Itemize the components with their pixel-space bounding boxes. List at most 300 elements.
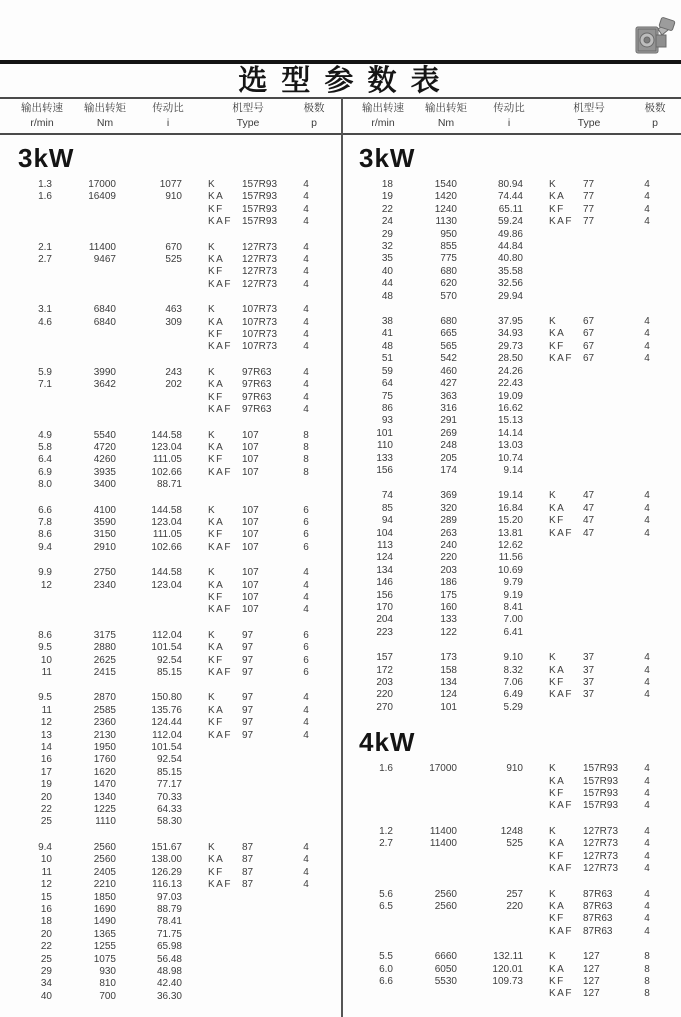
- cell-poles: [288, 816, 324, 828]
- cell-spacer: [182, 742, 208, 754]
- cell-poles: [629, 403, 665, 415]
- cell-poles: [629, 627, 665, 639]
- cell-spacer: [182, 754, 208, 766]
- cell-poles: 4: [303, 379, 309, 391]
- cell-ratio: [116, 592, 182, 604]
- cell-poles: 4: [303, 879, 309, 891]
- cell-output-speed: 17: [40, 766, 52, 778]
- type-prefix: KAF: [208, 404, 232, 416]
- type-model: 107: [242, 429, 259, 441]
- cell-output-speed: 6.5: [379, 900, 393, 912]
- cell-ratio: 29.94: [497, 290, 523, 302]
- cell-ratio: [457, 926, 523, 938]
- cell-output-speed: 104: [376, 527, 393, 539]
- cell-poles: 4: [644, 689, 650, 701]
- cell-output-speed: 6.6: [379, 975, 393, 987]
- page-title: 选 型 参 数 表: [238, 65, 443, 97]
- cell-type: [208, 254, 288, 266]
- table-row: [0, 879, 340, 891]
- cell-ratio: 16.62: [497, 402, 523, 414]
- cell-output-torque: [393, 988, 457, 1000]
- table-row: [341, 216, 681, 228]
- table-row: [0, 367, 340, 379]
- cell-spacer: [523, 614, 549, 626]
- table-row: [341, 665, 681, 677]
- type-prefix: KF: [549, 975, 565, 987]
- type-model: 87: [242, 854, 254, 866]
- type-prefix: KF: [549, 677, 565, 689]
- cell-output-torque: 680: [440, 265, 457, 277]
- cell-poles: 4: [303, 191, 309, 203]
- cell-output-speed: 1.3: [38, 179, 52, 190]
- table-row: [341, 863, 681, 875]
- cell-output-speed: 270: [376, 701, 393, 713]
- cell-type: [208, 242, 288, 254]
- type-prefix: K: [208, 841, 217, 853]
- type-prefix: KA: [549, 328, 566, 340]
- type-prefix: KAF: [208, 278, 232, 290]
- cell-output-torque: 1420: [434, 191, 457, 203]
- type-model: 97: [242, 729, 254, 741]
- cell-output-speed: [8, 392, 52, 404]
- cell-output-speed: 9.4: [38, 841, 52, 853]
- cell-type: [208, 754, 288, 766]
- table-row: [0, 505, 340, 517]
- cell-output-speed: 19: [381, 191, 393, 203]
- cell-poles: 6: [303, 516, 309, 528]
- cell-ratio: 34.93: [497, 328, 523, 340]
- table-header-left: [0, 101, 340, 131]
- cell-output-torque: 11400: [88, 241, 116, 253]
- cell-spacer: [182, 505, 208, 517]
- cell-output-torque: 5530: [434, 975, 457, 987]
- cell-ratio: [116, 404, 182, 416]
- data-block: [341, 179, 681, 303]
- cell-spacer: [182, 966, 208, 978]
- cell-type: [208, 929, 288, 941]
- cell-ratio: 10.69: [497, 564, 523, 576]
- cell-spacer: [182, 254, 208, 266]
- cell-output-speed: 18: [381, 179, 393, 190]
- cell-spacer: [523, 763, 549, 775]
- type-model: 107: [242, 466, 259, 478]
- cell-output-torque: 1110: [95, 816, 116, 828]
- type-model: 87: [242, 866, 254, 878]
- cell-output-speed: 9.9: [38, 567, 52, 579]
- data-block: [341, 763, 681, 813]
- type-prefix: KAF: [208, 216, 232, 228]
- cell-poles: [629, 253, 665, 265]
- cell-ratio: 44.84: [497, 241, 523, 253]
- cell-poles: 4: [644, 502, 650, 514]
- table-row: [341, 253, 681, 265]
- cell-ratio: 7.06: [503, 677, 523, 689]
- cell-type: [208, 742, 288, 754]
- column-header: [8, 101, 76, 131]
- cell-output-torque: [52, 341, 116, 353]
- cell-spacer: [182, 978, 208, 990]
- cell-ratio: 10.74: [497, 452, 523, 464]
- cell-output-speed: 9.4: [38, 541, 52, 553]
- cell-ratio: 97.03: [156, 891, 182, 903]
- cell-spacer: [182, 592, 208, 604]
- cell-spacer: [182, 191, 208, 203]
- cell-output-speed: 18: [40, 916, 52, 928]
- cell-output-speed: 2.7: [38, 254, 52, 266]
- column-header-cn: 机型号: [232, 102, 264, 114]
- type-prefix: KA: [549, 502, 566, 514]
- type-prefix: KAF: [208, 667, 232, 678]
- cell-output-speed: [8, 341, 52, 353]
- cell-type: [208, 392, 288, 404]
- cell-output-speed: 4.9: [38, 429, 52, 441]
- cell-output-torque: 289: [440, 515, 457, 527]
- column-header-cn: 输出转矩: [84, 102, 126, 114]
- cell-spacer: [523, 677, 549, 689]
- cell-output-speed: 86: [381, 402, 393, 414]
- cell-type: [208, 904, 288, 916]
- type-prefix: K: [549, 316, 558, 328]
- cell-spacer: [182, 804, 208, 816]
- cell-poles: 4: [303, 329, 309, 341]
- cell-spacer: [523, 776, 549, 788]
- type-model: 67: [583, 316, 595, 328]
- cell-spacer: [182, 517, 208, 529]
- cell-ratio: 463: [165, 304, 182, 316]
- cell-output-torque: 1950: [93, 742, 116, 754]
- table-row: [0, 717, 340, 729]
- data-block: [0, 630, 340, 680]
- table-row: [341, 266, 681, 278]
- cell-ratio: [116, 604, 182, 616]
- table-row: [0, 754, 340, 766]
- type-model: 87R63: [583, 900, 613, 912]
- type-model: 107: [242, 504, 259, 516]
- table-row: [341, 826, 681, 838]
- cell-spacer: [182, 954, 208, 966]
- cell-poles: 6: [303, 629, 309, 641]
- table-row: [341, 689, 681, 701]
- cell-spacer: [182, 816, 208, 828]
- table-row: [0, 392, 340, 404]
- cell-output-speed: 133: [376, 452, 393, 464]
- cell-type: [208, 879, 288, 891]
- cell-poles: [288, 479, 324, 491]
- cell-type: [549, 490, 629, 502]
- cell-output-torque: 930: [99, 965, 116, 977]
- cell-output-torque: 205: [440, 452, 457, 464]
- cell-spacer: [523, 913, 549, 925]
- cell-poles: 4: [644, 850, 650, 862]
- cell-output-torque: [52, 279, 116, 291]
- table-row: [341, 800, 681, 812]
- cell-type: [549, 391, 629, 403]
- cell-output-torque: 133: [440, 614, 457, 626]
- cell-spacer: [523, 926, 549, 938]
- type-model: 97R63: [242, 404, 272, 416]
- cell-type: [549, 652, 629, 664]
- table-row: [0, 692, 340, 704]
- cell-type: [208, 792, 288, 804]
- cell-output-torque: 248: [440, 440, 457, 452]
- cell-output-torque: 220: [440, 552, 457, 564]
- type-prefix: K: [549, 652, 558, 664]
- type-model: 127R73: [242, 254, 278, 266]
- cell-ratio: [116, 341, 182, 353]
- cell-spacer: [523, 341, 549, 353]
- table-row: [0, 642, 340, 654]
- cell-type: [208, 779, 288, 791]
- cell-ratio: 42.40: [156, 978, 182, 990]
- column-header: [202, 101, 294, 131]
- cell-ratio: 123.04: [151, 441, 182, 453]
- cell-poles: [288, 792, 324, 804]
- cell-poles: 4: [644, 515, 650, 527]
- cell-poles: [288, 978, 324, 990]
- type-prefix: KA: [208, 316, 225, 328]
- cell-output-torque: 950: [440, 228, 457, 240]
- cell-ratio: 78.41: [156, 916, 182, 928]
- cell-ratio: 257: [506, 888, 523, 900]
- type-model: 157R93: [242, 179, 278, 190]
- cell-ratio: 124.44: [151, 717, 182, 729]
- cell-type: [549, 440, 629, 452]
- cell-poles: 6: [303, 504, 309, 516]
- power-heading: 4kW: [359, 727, 416, 758]
- cell-type: [208, 655, 288, 667]
- table-row: [341, 391, 681, 403]
- cell-ratio: 74.44: [497, 191, 523, 203]
- cell-poles: 8: [644, 951, 650, 963]
- column-header-cn: 极数: [644, 102, 666, 114]
- type-prefix: KAF: [208, 879, 232, 891]
- type-model: 157R93: [242, 216, 278, 228]
- cell-output-torque: 1340: [93, 791, 116, 803]
- type-model: 97: [242, 629, 254, 641]
- cell-ratio: 65.98: [156, 941, 182, 953]
- cell-spacer: [523, 229, 549, 241]
- cell-output-torque: 124: [440, 689, 457, 701]
- cell-spacer: [523, 515, 549, 527]
- cell-output-speed: 2.7: [379, 838, 393, 850]
- cell-ratio: 9.79: [503, 577, 523, 589]
- cell-output-torque: 427: [440, 378, 457, 390]
- type-model: 77: [583, 179, 595, 190]
- cell-output-speed: 22: [381, 203, 393, 215]
- type-prefix: KA: [208, 441, 225, 453]
- cell-ratio: 1248: [500, 825, 523, 837]
- cell-ratio: 112.04: [152, 729, 182, 741]
- cell-output-speed: 85: [381, 502, 393, 514]
- type-model: 127: [583, 988, 600, 1000]
- cell-output-speed: 25: [40, 953, 52, 965]
- type-prefix: K: [208, 504, 217, 516]
- cell-output-torque: 680: [440, 316, 457, 328]
- data-block: [341, 316, 681, 477]
- cell-type: [549, 515, 629, 527]
- type-model: 47: [583, 490, 595, 502]
- cell-ratio: 910: [165, 191, 182, 203]
- cell-spacer: [182, 916, 208, 928]
- cell-output-torque: 855: [440, 241, 457, 253]
- cell-output-torque: 6050: [434, 963, 457, 975]
- cell-type: [208, 179, 288, 191]
- cell-output-speed: 16: [40, 903, 52, 915]
- cell-poles: 4: [644, 925, 650, 937]
- cell-type: [549, 229, 629, 241]
- cell-ratio: 525: [506, 838, 523, 850]
- cell-spacer: [523, 889, 549, 901]
- cell-poles: 8: [644, 963, 650, 975]
- cell-spacer: [182, 929, 208, 941]
- cell-type: [549, 689, 629, 701]
- cell-output-speed: 203: [376, 677, 393, 689]
- cell-spacer: [182, 479, 208, 491]
- cell-output-torque: 620: [440, 278, 457, 290]
- cell-poles: [629, 366, 665, 378]
- cell-output-torque: 700: [99, 990, 116, 1002]
- cell-poles: [629, 552, 665, 564]
- cell-poles: 4: [303, 841, 309, 853]
- cell-poles: 4: [303, 604, 309, 616]
- cell-output-torque: 2560: [434, 888, 457, 900]
- cell-ratio: 92.54: [156, 654, 182, 666]
- type-model: 87: [242, 841, 254, 853]
- cell-spacer: [182, 667, 208, 679]
- cell-output-torque: 565: [440, 340, 457, 352]
- type-prefix: KAF: [208, 729, 232, 741]
- table-row: [341, 901, 681, 913]
- type-prefix: KF: [549, 515, 565, 527]
- type-model: 157R93: [583, 800, 619, 812]
- cell-type: [549, 353, 629, 365]
- cell-poles: [629, 428, 665, 440]
- cell-output-speed: 1.2: [379, 825, 393, 837]
- type-prefix: KF: [549, 340, 565, 352]
- cell-type: [208, 430, 288, 442]
- cell-spacer: [523, 204, 549, 216]
- cell-poles: 4: [303, 729, 309, 741]
- cell-ratio: 102.66: [151, 466, 182, 478]
- type-model: 67: [583, 328, 595, 340]
- cell-output-torque: 2750: [93, 567, 116, 579]
- cell-spacer: [182, 604, 208, 616]
- cell-type: [549, 614, 629, 626]
- cell-spacer: [182, 341, 208, 353]
- cell-poles: [288, 779, 324, 791]
- cell-ratio: 24.26: [497, 365, 523, 377]
- cell-spacer: [523, 800, 549, 812]
- cell-ratio: 15.20: [497, 515, 523, 527]
- cell-poles: [629, 229, 665, 241]
- cell-spacer: [523, 988, 549, 1000]
- cell-poles: [288, 767, 324, 779]
- cell-ratio: 112.04: [152, 629, 182, 641]
- cell-output-torque: 570: [440, 290, 457, 302]
- type-prefix: K: [549, 763, 558, 775]
- cell-ratio: 144.58: [151, 567, 182, 579]
- table-row: [341, 204, 681, 216]
- cell-poles: [629, 565, 665, 577]
- cell-output-torque: 134: [440, 677, 457, 689]
- cell-type: [549, 266, 629, 278]
- type-model: 97: [242, 667, 254, 678]
- cell-output-torque: [52, 392, 116, 404]
- cell-type: [549, 988, 629, 1000]
- type-model: 77: [583, 191, 595, 203]
- cell-output-torque: 16409: [88, 191, 116, 203]
- cell-poles: 4: [644, 763, 650, 775]
- cell-output-speed: 124: [376, 552, 393, 564]
- table-row: [0, 204, 340, 216]
- cell-output-speed: 110: [377, 440, 393, 452]
- cell-poles: 4: [644, 490, 650, 502]
- cell-spacer: [182, 792, 208, 804]
- cell-ratio: 12.62: [497, 539, 523, 551]
- type-prefix: KAF: [208, 466, 232, 478]
- cell-ratio: [116, 392, 182, 404]
- cell-ratio: 9.19: [503, 589, 523, 601]
- type-model: 97R63: [242, 379, 272, 391]
- type-prefix: KA: [208, 191, 225, 203]
- cell-type: [208, 717, 288, 729]
- cell-spacer: [182, 279, 208, 291]
- cell-output-torque: [393, 851, 457, 863]
- cell-type: [208, 317, 288, 329]
- cell-type: [208, 692, 288, 704]
- cell-spacer: [182, 242, 208, 254]
- cell-poles: [288, 892, 324, 904]
- cell-output-torque: [52, 329, 116, 341]
- cell-output-speed: 7.8: [38, 516, 52, 528]
- cell-output-torque: [52, 592, 116, 604]
- cell-type: [549, 403, 629, 415]
- cell-spacer: [523, 976, 549, 988]
- type-model: 157R93: [242, 203, 278, 215]
- cell-spacer: [523, 627, 549, 639]
- type-model: 157R93: [242, 191, 278, 203]
- cell-ratio: 32.56: [497, 278, 523, 290]
- cell-type: [208, 842, 288, 854]
- cell-type: [208, 991, 288, 1003]
- cell-output-torque: 17000: [429, 763, 457, 775]
- cell-output-torque: 1255: [93, 941, 116, 953]
- cell-poles: [288, 966, 324, 978]
- cell-type: [549, 627, 629, 639]
- cell-output-torque: 2870: [93, 692, 116, 704]
- type-prefix: K: [208, 692, 217, 704]
- table-row: [341, 415, 681, 427]
- cell-poles: 4: [303, 391, 309, 403]
- cell-output-speed: 8.0: [38, 479, 52, 491]
- cell-poles: [629, 453, 665, 465]
- column-header-unit: i: [166, 117, 170, 129]
- cell-ratio: 123.04: [151, 579, 182, 591]
- cell-poles: [629, 440, 665, 452]
- cell-ratio: 111.05: [152, 529, 182, 541]
- cell-ratio: 6.41: [503, 626, 523, 638]
- cell-ratio: 7.00: [503, 614, 523, 626]
- cell-type: [549, 926, 629, 938]
- table-row: [341, 602, 681, 614]
- cell-spacer: [523, 253, 549, 265]
- cell-poles: [288, 754, 324, 766]
- cell-ratio: 65.11: [498, 203, 523, 215]
- cell-type: [208, 216, 288, 228]
- cell-ratio: 670: [165, 241, 182, 253]
- table-row: [341, 366, 681, 378]
- type-prefix: KAF: [549, 988, 573, 1000]
